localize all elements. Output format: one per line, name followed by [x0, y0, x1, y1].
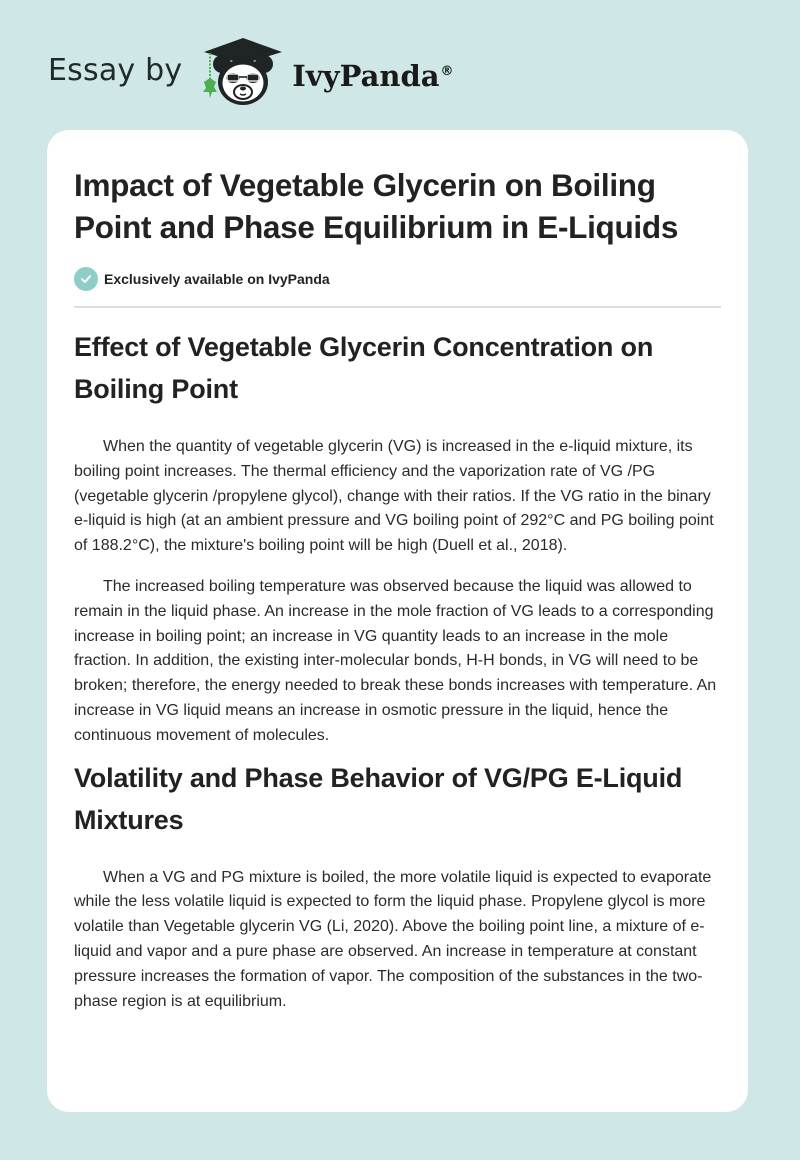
essay-by-label: Essay by: [48, 52, 183, 88]
essay-card-content: [47, 130, 748, 1014]
essay-card: [47, 130, 748, 1112]
paragraph: The increased boiling temperature was observed because the liquid was allowed to remain in the liquid phase. An increase in the mole fraction of VG leads to a corresponding increase in boiling point; an increase in VG quantity leads to an increase in the mole fraction. In addition, the existing inter-molecular bonds, H-H bonds, in VG will need to be broken; therefore, the energy needed to break these bonds increases with temperature. An increase in VG liquid means an increase in osmotic pressure in the liquid, hence the continuous movement of molecules.: [74, 577, 717, 744]
section-volatility-phase-behavior: [74, 757, 721, 1015]
check-circle-icon: [74, 267, 98, 291]
brand-name-text: IvyPanda: [292, 59, 440, 93]
section-heading: Effect of Vegetable Glycerin Concentration on Boiling Point: [74, 332, 654, 404]
essay-title: Impact of Vegetable Glycerin on Boiling Point and Phase Equilibrium in E-Liquids: [74, 167, 679, 245]
registered-mark: ®: [440, 64, 454, 80]
exclusive-badge-text: Exclusively available on IvyPanda: [104, 271, 330, 287]
panda-graduate-logo-icon: [200, 36, 286, 108]
exclusive-badge: [74, 266, 721, 292]
title-divider: [74, 306, 721, 308]
ivypanda-logo-link[interactable]: [200, 36, 453, 108]
paragraph: When a VG and PG mixture is boiled, the more volatile liquid is expected to evaporate while the less volatile liquid is expected to form the liquid phase. Propylene glycol is more volatile than Vegetable glycerin VG (Li, 2020). Above the boiling point line, a mixture of e-liquid and vapor and a pure phase are observed. An increase in temperature at constant pressure increases the formation of vapor. The composition of the substances in the two-phase region is at equilibrium.: [74, 868, 712, 1010]
site-header: [48, 36, 454, 108]
brand-name: [292, 59, 453, 93]
paragraph: When the quantity of vegetable glycerin (VG) is increased in the e-liquid mixture, its boiling point increases. The thermal efficiency and the vaporization rate of VG /PG (vegetable glycerin /propylene glycol), change with their ratios. If the VG ratio in the binary e-liquid is high (at an ambient pressure and VG boiling point of 292°C and PG boiling point of 188.2°C), the mixture's boiling point will be high (Duell et al., 2018).: [74, 438, 714, 555]
section-vg-concentration: [74, 326, 721, 749]
section-heading: Volatility and Phase Behavior of VG/PG E-Liquid Mixtures: [74, 762, 683, 835]
